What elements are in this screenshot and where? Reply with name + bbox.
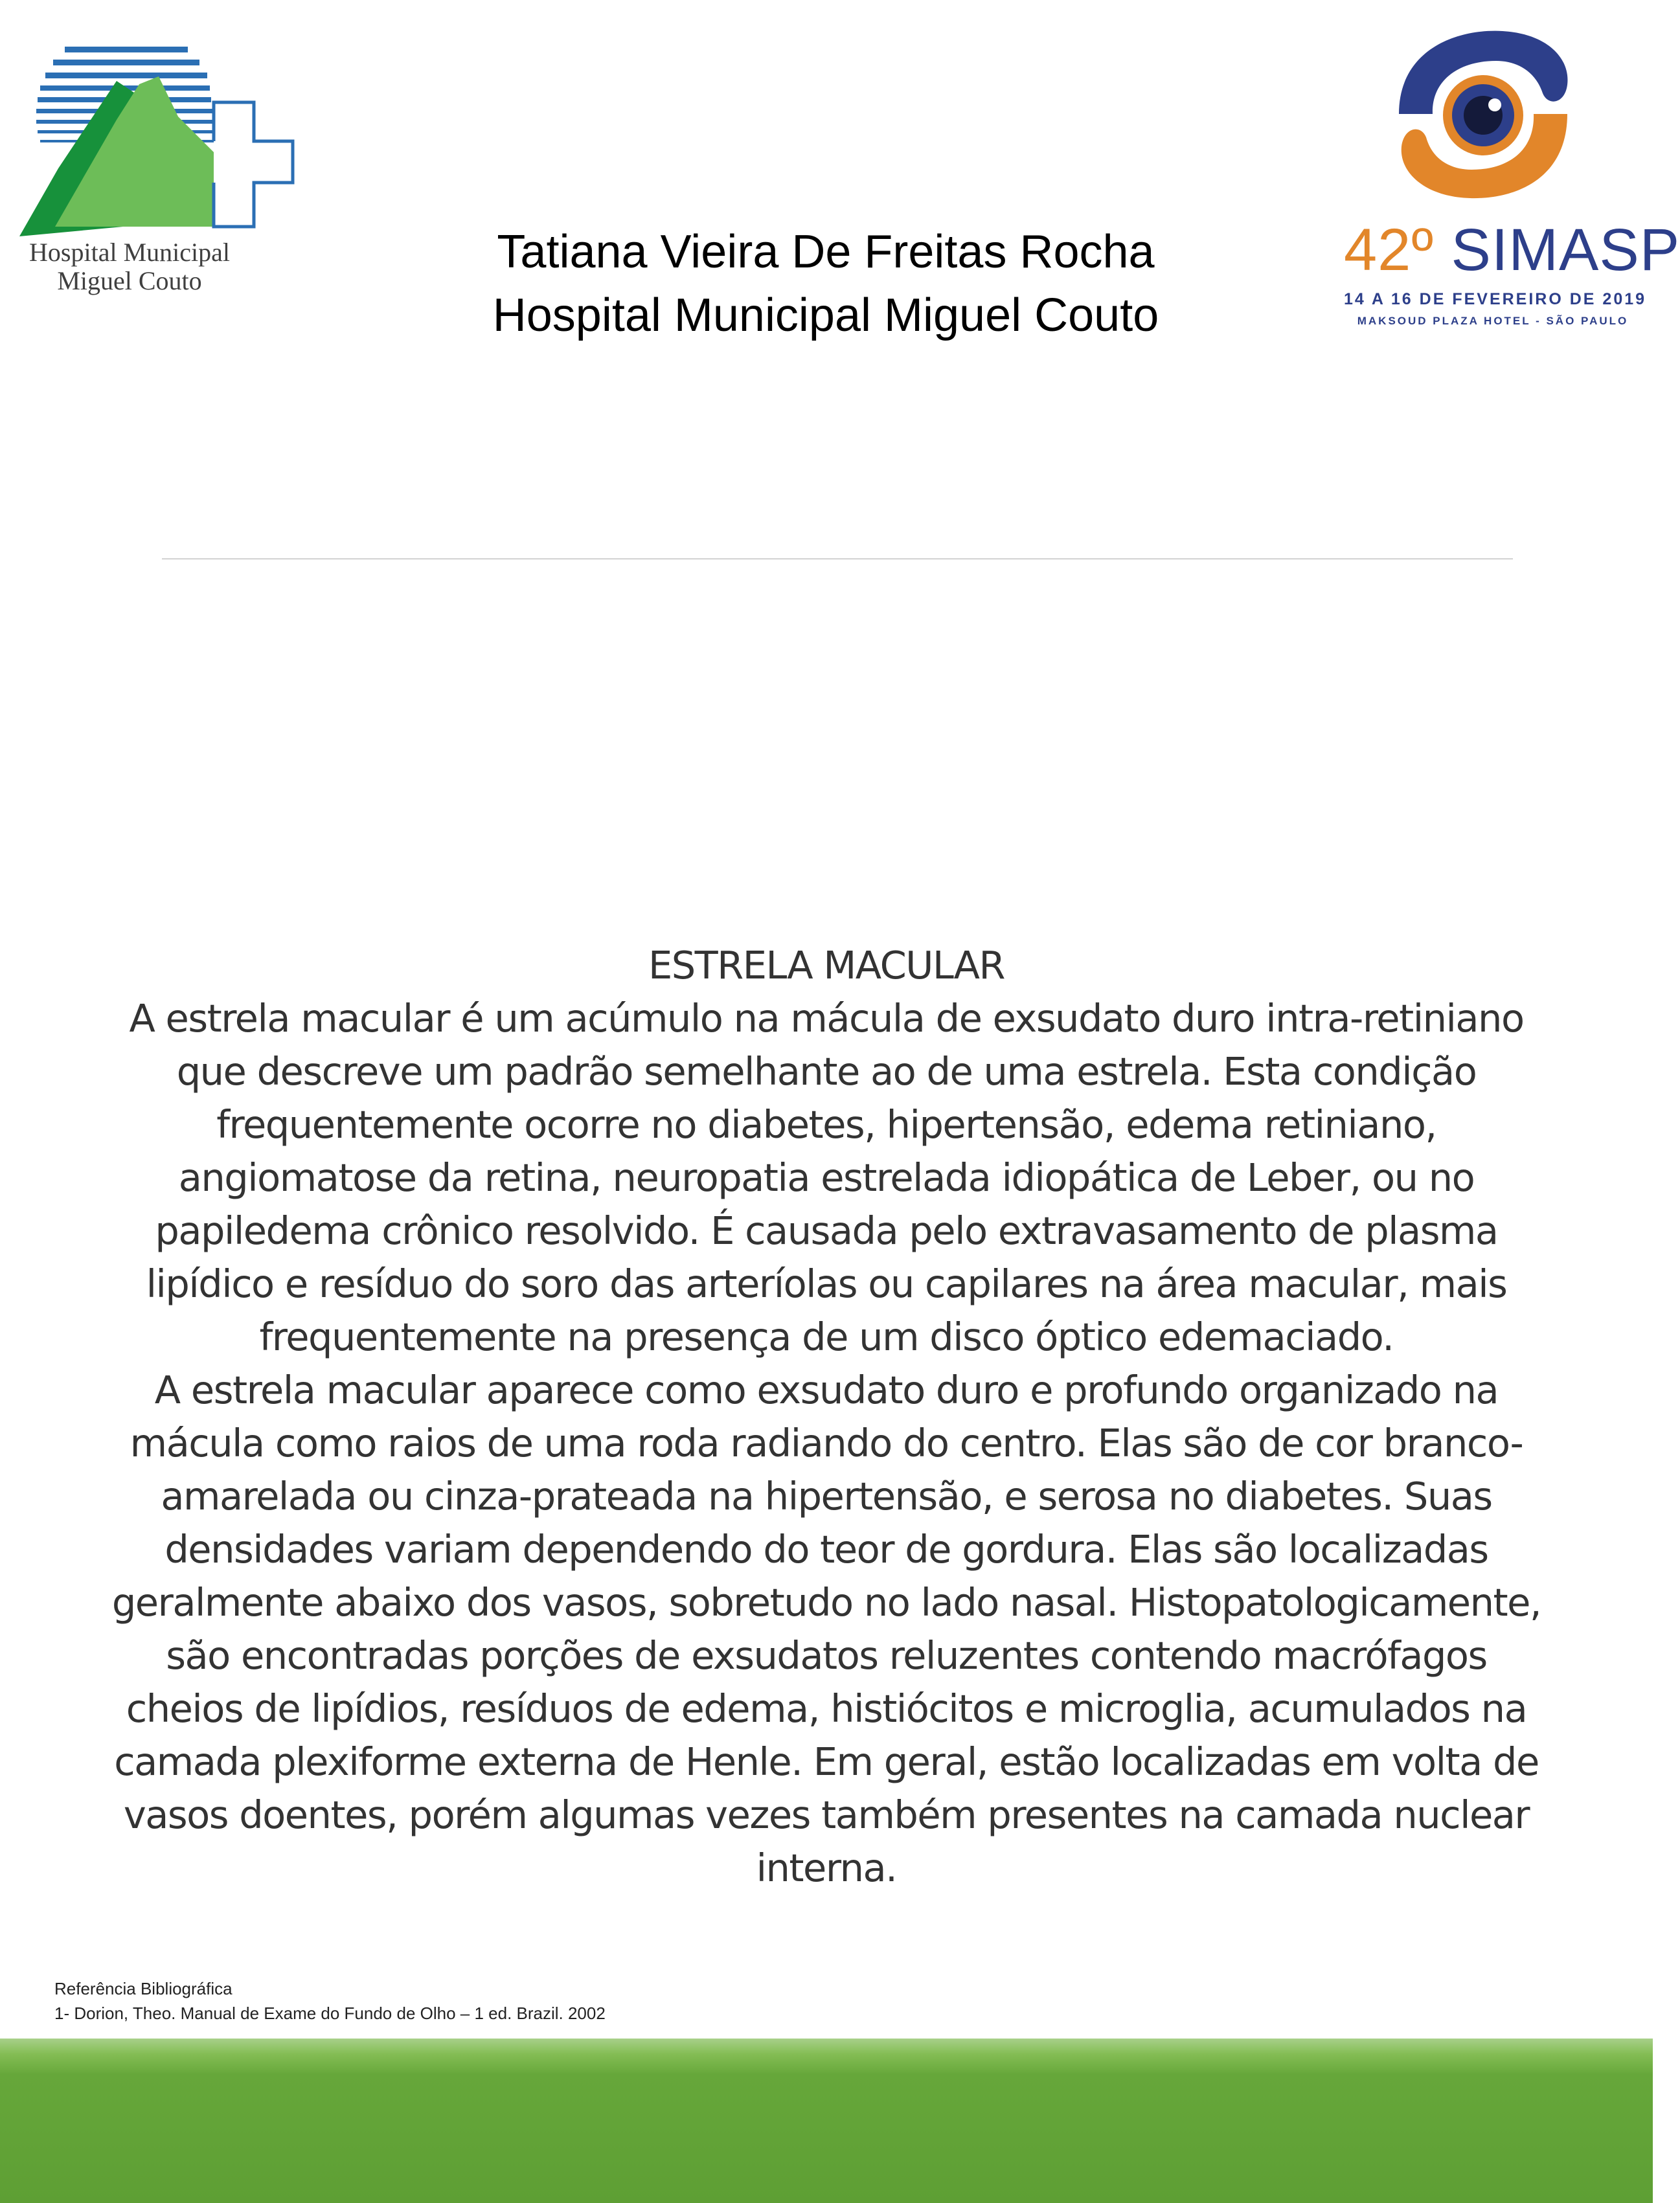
hospital-logo-text [19,238,240,295]
simasp-logo [1334,23,1680,347]
hospital-logo-name-line2: Miguel Couto [57,266,202,295]
eye-logo-icon [1373,23,1593,218]
author-name: Tatiana Vieira De Freitas Rocha [497,226,1155,278]
simasp-venue: MAKSOUD PLAZA HOTEL - SÃO PAULO [1357,315,1629,327]
hospital-logo [19,32,304,304]
footer-band [0,2039,1653,2203]
simasp-title [1344,217,1680,283]
simasp-name: SIMASP [1451,217,1680,283]
reference-heading: Referência Bibliográfica [54,1979,233,1998]
author-block [324,220,1328,347]
simasp-edition: 42º [1344,217,1434,283]
article-body [110,939,1543,1895]
reference-entry: 1- Dorion, Theo. Manual de Exame do Fundo de Olho – 1 ed. Brazil. 2002 [54,2004,606,2023]
article-paragraph-1: A estrela macular é um acúmulo na mácula de exsudato duro intra-retiniano que descreve um padrão semelhante ao de uma estrela. Esta condição frequentemente ocorre no diabetes, hipertensão, edema retiniano, angiomatose da retina, neuropatia estrelada idiopática de Leber, ou no papiledema crônico resolvido. É causada pelo extravasamento de plasma lipídico e resíduo do soro das arteríolas ou capilares na área macular, mais frequentemente na presença de um disco óptico edemaciado. [129,996,1524,1359]
author-institution: Hospital Municipal Miguel Couto [492,289,1159,341]
article-paragraph-2: A estrela macular aparece como exsudato duro e profundo organizado na mácula como raios de uma roda radiando do centro. Elas são de cor branco-amarelada ou cinza-prateada na hipertensão, e serosa no diabetes. Suas densidades variam dependendo do teor de gordura. Elas são localizadas geralmente abaixo dos vasos, sobretudo no lado nasal. Histopatologicamente, são encontradas porções de exsudatos reluzentes contendo macrófagos cheios de lipídios, resíduos de edema, histiócitos e microglia, acumulados na camada plexiforme externa de Henle. Em geral, estão localizadas em volta de vasos doentes, porém algumas vezes também presentes na camada nuclear interna. [111,1368,1541,1890]
article-title: ESTRELA MACULAR [648,943,1005,988]
hospital-logo-mark-icon [19,32,304,240]
header-divider [162,558,1513,559]
simasp-dates: 14 A 16 DE FEVEREIRO DE 2019 [1344,290,1647,308]
hospital-logo-name-line1: Hospital Municipal [29,238,230,267]
bibliographic-reference [54,1976,606,2026]
